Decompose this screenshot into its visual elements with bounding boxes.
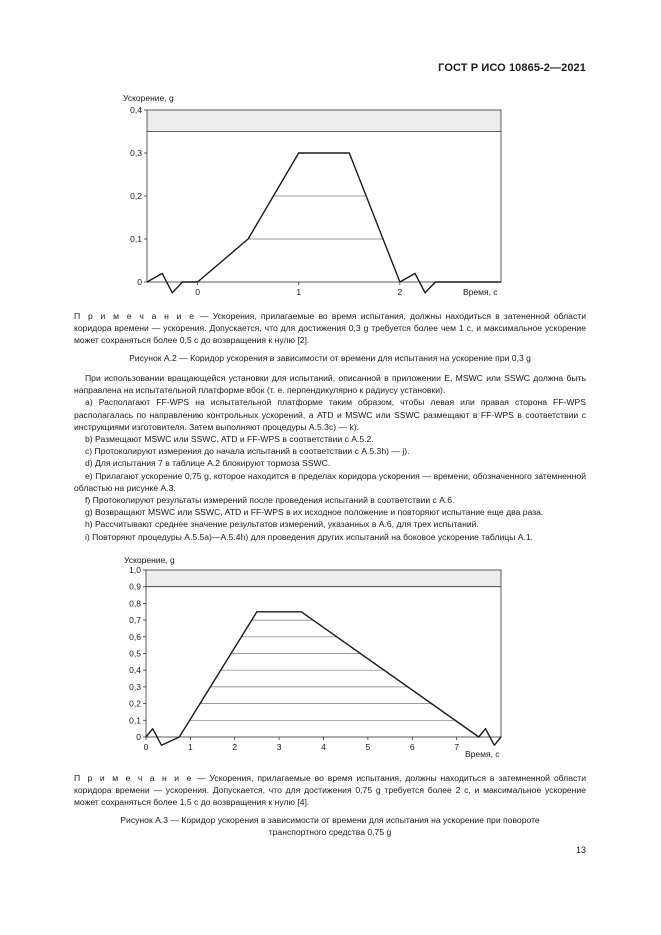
note-label: П р и м е ч а н и е bbox=[74, 773, 194, 783]
x-tick-label: 1 bbox=[188, 742, 193, 752]
figure-a3-note bbox=[74, 772, 586, 809]
note-text: — Ускорения, прилагаемые во время испытания, должны находиться в затемненной области коридора времени — ускорения. Допускается, что для достижения 0,75 g требуется более 2 с, и максимальное ускорение может сохраняться более 1,5 с до возвращения к нулю [4]. bbox=[74, 773, 587, 808]
y-tick-label: 0,5 bbox=[129, 648, 141, 659]
x-tick-label: 5 bbox=[365, 742, 371, 752]
shaded-band bbox=[147, 110, 501, 132]
caption-line: Рисунок А.3 — Коридор ускорения в зависимости от времени для испытания на ускорение при повороте bbox=[120, 815, 540, 825]
figure-a2-chart bbox=[100, 88, 520, 300]
x-tick-label: 2 bbox=[397, 287, 403, 297]
x-tick-label: 3 bbox=[276, 742, 282, 752]
figure-a2-note bbox=[74, 310, 586, 347]
paragraph: b) Размещают MSWC или SSWC, ATD и FF-WPS в соответствии с А.5.2. bbox=[85, 434, 374, 445]
paragraph: c) Протоколируют измерения до начала испытаний в соответствии с А.5.3h) — j). bbox=[85, 446, 410, 457]
x-tick-label: 1 bbox=[296, 287, 302, 297]
document-header: ГОСТ Р ИСО 10865-2—2021 bbox=[438, 62, 586, 74]
figure-a3-chart bbox=[98, 550, 528, 762]
x-tick-label: 0 bbox=[143, 742, 149, 752]
y-tick-label: 1,0 bbox=[129, 565, 141, 575]
x-axis-label: Время, с bbox=[465, 749, 500, 759]
paragraph: При использовании вращающейся установки для испытаний, описанной в приложении Е, MSWC или SSWC должна быть направлена на испытательной платформе вбок (т. е. перпендикулярно к радиусу установки). bbox=[74, 373, 586, 396]
x-axis-label: Время, с bbox=[463, 287, 498, 297]
paragraph: g) Возвращают MSWC или SSWC, ATD и FF-WPS в их исходное положение и повторяют испытание еще два раза. bbox=[85, 507, 544, 518]
corridor-line bbox=[147, 153, 501, 293]
shaded-band bbox=[146, 570, 501, 587]
x-tick-label: 6 bbox=[409, 742, 415, 752]
y-tick-label: 0,1 bbox=[129, 715, 141, 726]
y-tick-label: 0,7 bbox=[129, 615, 141, 626]
y-tick-label: 0,2 bbox=[129, 698, 141, 709]
y-tick-label: 0,8 bbox=[129, 598, 141, 609]
caption-line: транспортного средства 0,75 g bbox=[268, 827, 392, 838]
corridor-line bbox=[146, 612, 501, 746]
page-number: 13 bbox=[575, 845, 586, 855]
y-tick-label: 0,4 bbox=[130, 105, 142, 115]
note-label: П р и м е ч а н и е bbox=[74, 311, 196, 321]
x-tick-label: 2 bbox=[232, 742, 238, 752]
y-tick-label: 0,9 bbox=[129, 581, 141, 592]
procedure-text bbox=[74, 372, 586, 543]
y-axis-label: Ускорение, g bbox=[124, 555, 175, 565]
y-tick-label: 0,3 bbox=[130, 148, 142, 158]
paragraph: f) Протоколируют результаты измерений после проведения испытаний в соответствии с А.6. bbox=[85, 495, 455, 506]
figure-a2-caption: Рисунок А.2 — Коридор ускорения в зависимости от времени для испытания на ускорение при 0,3 g bbox=[129, 353, 531, 363]
plot-area bbox=[129, 565, 501, 752]
plot-area bbox=[130, 105, 501, 297]
x-tick-label: 7 bbox=[454, 742, 459, 752]
y-tick-label: 0 bbox=[136, 732, 141, 742]
paragraph: e) Прилагают ускорение 0,75 g, которое находится в пределах коридора ускорения — времени, обозначенного затемненной областью на рисунке А.3. bbox=[74, 470, 586, 493]
y-tick-label: 0,1 bbox=[130, 234, 142, 244]
paragraph: i) Повторяют процедуры А.5.5a)—А.5.4h) для проведения других испытаний на боковое ускорение таблицы А.1. bbox=[85, 531, 534, 542]
y-tick-label: 0,6 bbox=[129, 631, 141, 642]
x-tick-label: 0 bbox=[195, 287, 200, 297]
note-text: — Ускорения, прилагаемые во время испытания, должны находиться в затененной области коридора времени — ускорения. Допускается, что для достижения 0,3 g требуется более чем 1 с, и максимальное ускорение может сохраняться более 0,5 с до возвращения к нулю [2]. bbox=[74, 311, 586, 346]
y-tick-label: 0,2 bbox=[130, 191, 142, 201]
y-axis-label: Ускорение, g bbox=[123, 93, 174, 103]
y-tick-label: 0,4 bbox=[129, 665, 141, 676]
paragraph: h) Рассчитывают среднее значение результатов измерений, указанных в А.6, для трех испытаний. bbox=[85, 519, 479, 530]
figure-a3-caption bbox=[74, 814, 586, 838]
x-tick-label: 4 bbox=[321, 742, 326, 752]
paragraph: a) Располагают FF-WPS на испытательной платформе таким образом, чтобы левая или правая сторона FF-WPS располагалась по направлению контрольных ускорений, а ATD и MSWC или SSWC размещают в FF-WPS в соответствии с инструкциями изготовителя. Затем выполняют процедуры А.5.3c) — k). bbox=[74, 397, 586, 432]
paragraph: d) Для испытания 7 в таблице А.2 блокируют тормоза SSWC. bbox=[85, 458, 331, 469]
y-tick-label: 0,3 bbox=[129, 681, 141, 692]
y-tick-label: 0 bbox=[137, 277, 142, 287]
